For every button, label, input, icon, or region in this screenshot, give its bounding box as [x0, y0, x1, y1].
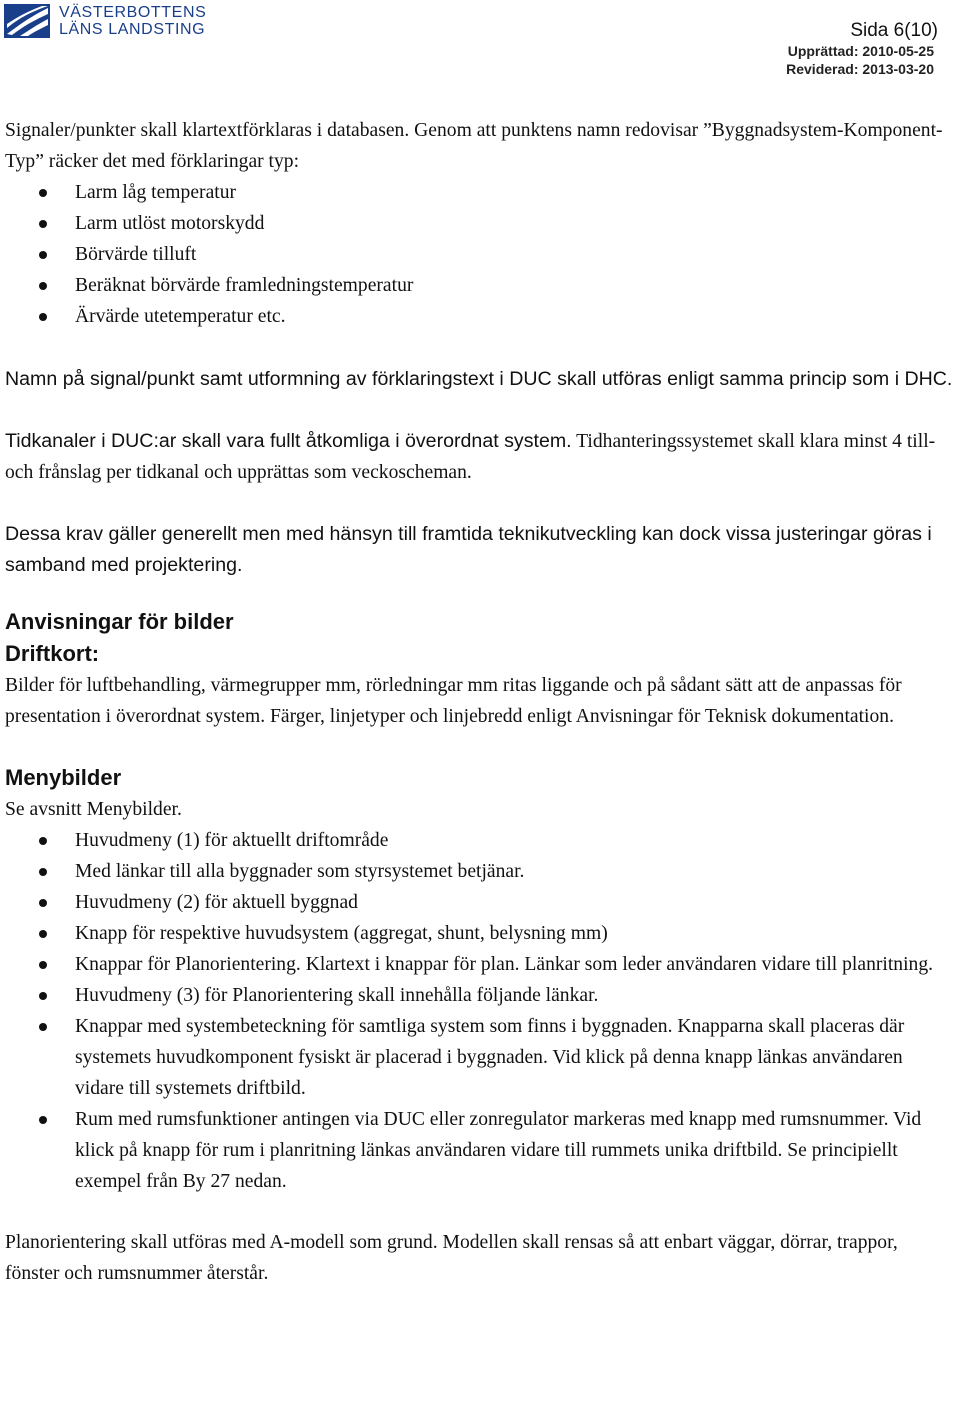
landsting-wave-logo-icon [4, 4, 50, 38]
menu-list [5, 825, 955, 1197]
list-item: Huvudmeny (1) för aktuellt driftområde [5, 825, 955, 856]
heading-driftkort: Driftkort: [5, 641, 100, 666]
document-meta [786, 20, 938, 78]
list-item: Huvudmeny (3) för Planorientering skall innehålla följande länkar. [5, 980, 955, 1011]
heading-menubilder: Menybilder [5, 765, 122, 790]
plan-paragraph: Planorientering skall utföras med A-modell som grund. Modellen skall rensas så att enbart väggar, dörrar, trappor, fönster och rumsnummer återstår. [5, 1232, 898, 1284]
heading-image-guidelines: Anvisningar för bilder [5, 609, 234, 634]
landsting-logo [4, 4, 206, 38]
created-date: Upprättad: 2010-05-25 [787, 43, 934, 59]
menu-reference: Se avsnitt Menybilder. [5, 799, 182, 820]
list-item: Larm låg temperatur [5, 177, 955, 208]
list-item: Börvärde tilluft [5, 239, 955, 270]
logo-line-1: VÄSTERBOTTENS [59, 4, 207, 21]
timechannel-text-a: Tidkanaler i DUC:ar skall vara fullt åtkomliga i överordnat system. [5, 430, 572, 452]
document-body [5, 115, 955, 1289]
naming-paragraph: Namn på signal/punkt samt utformning av förklaringstext i DUC skall utföras enligt samma princip som i DHC. [5, 368, 953, 390]
list-item: Ärvärde utetemperatur etc. [5, 301, 955, 332]
list-item: Knapp för respektive huvudsystem (aggregat, shunt, belysning mm) [5, 918, 955, 949]
revised-date: Reviderad: 2013-03-20 [786, 61, 934, 77]
list-item: Knappar med systembeteckning för samtliga system som finns i byggnaden. Knapparna skall placeras där systemets huvudkomponent fysiskt är placerad i byggnaden. Vid klick på denna knapp länkas användaren vidare till systemets driftbild. [5, 1011, 955, 1104]
list-item: Knappar för Planorientering. Klartext i knappar för plan. Länkar som leder användaren vidare till planritning. [5, 949, 955, 980]
page-header [0, 0, 960, 90]
list-item: Beräknat börvärde framledningstemperatur [5, 270, 955, 301]
signal-examples-list [5, 177, 955, 332]
list-item: Med länkar till alla byggnader som styrsystemet betjänar. [5, 856, 955, 887]
timechannel-text-b: Tidhanteringssystemet skall klara minst 4 till- och frånslag per tidkanal och upprättas som veckoscheman. [5, 431, 936, 483]
timechannel-paragraph [5, 426, 955, 488]
list-item: Huvudmeny (2) för aktuell byggnad [5, 887, 955, 918]
page-number: Sida 6(10) [850, 20, 938, 41]
list-item: Larm utlöst motorskydd [5, 208, 955, 239]
intro-paragraph: Signaler/punkter skall klartextförklaras i databasen. Genom att punktens namn redovisar ”Byggnadsystem-Komponent-Typ” räcker det med förklaringar typ: [5, 120, 943, 172]
logo-line-2: LÄNS LANDSTING [59, 21, 206, 38]
requirements-paragraph: Dessa krav gäller generellt men med hänsyn till framtida teknikutveckling kan dock vissa justeringar göras i samband med projektering. [5, 523, 932, 576]
list-item: Rum med rumsfunktioner antingen via DUC eller zonregulator markeras med knapp med rumsnummer. Vid klick på knapp för rum i planritning länkas användaren vidare till rummets unika driftbild. Se principiellt exempel från By 27 nedan. [5, 1104, 955, 1197]
driftkort-paragraph: Bilder för luftbehandling, värmegrupper mm, rörledningar mm ritas liggande och på sådant sätt att de anpassas för presentation i överordnat system. Färger, linjetyper och linjebredd enligt Anvisningar för Teknisk dokumentation. [5, 675, 902, 727]
